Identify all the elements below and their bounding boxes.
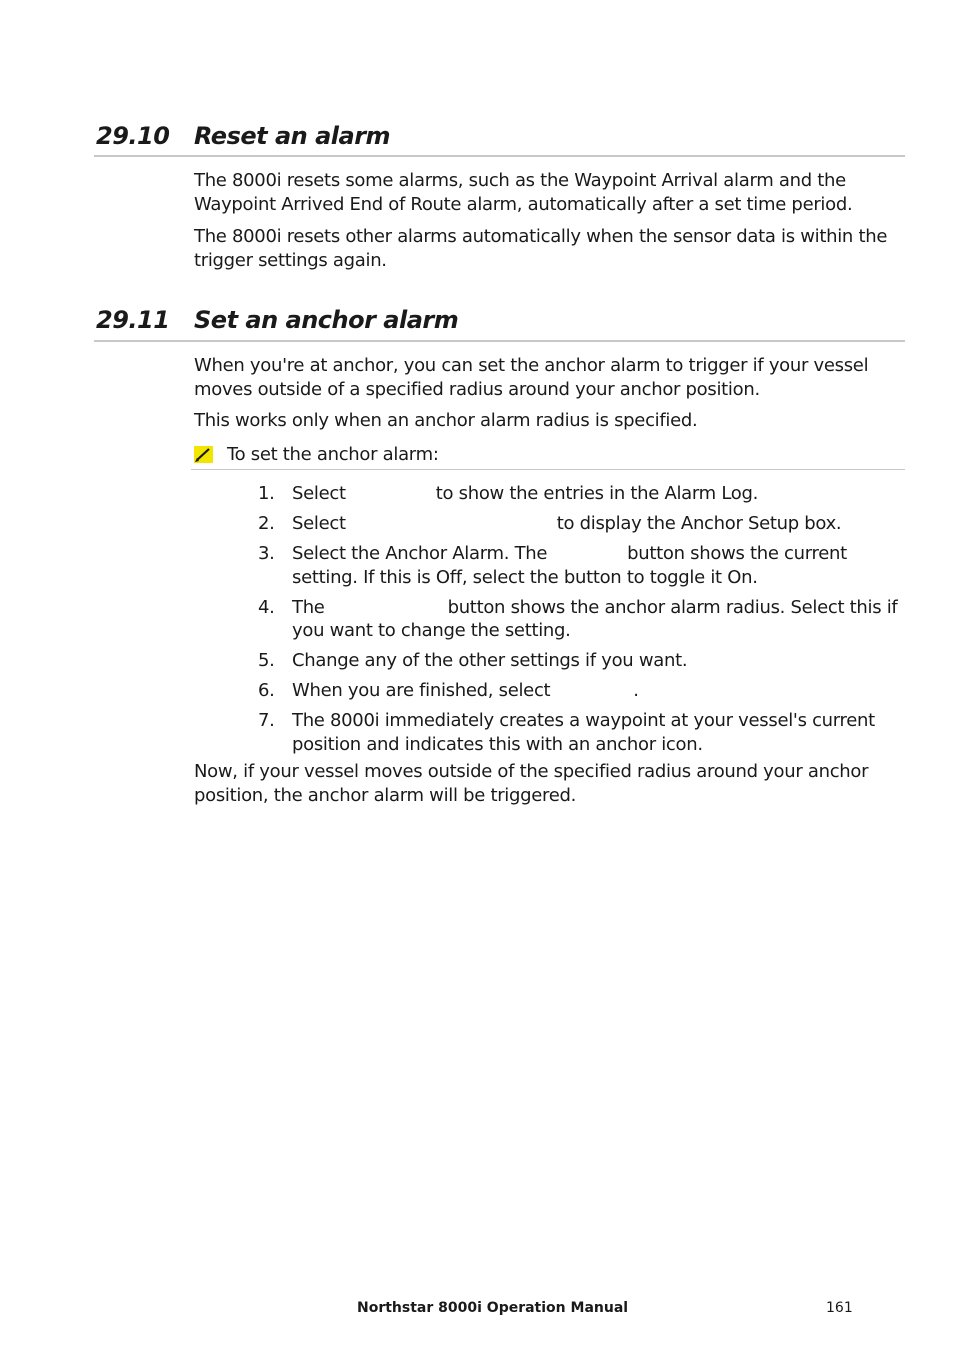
step-text: The 8000i immediately creates a waypoint at your vessel's current position and indicates this with an anchor icon.	[292, 710, 875, 755]
step-text: button shows the current setting. If this is Off, select the button to toggle it On.	[292, 543, 847, 588]
step-text: .	[633, 680, 639, 701]
section-heading-reset-alarm	[96, 122, 904, 150]
footer-page-number: 161	[826, 1300, 853, 1316]
step-text: button shows the anchor alarm radius. Select this if you want to change the setting.	[292, 596, 898, 641]
heading-rule	[94, 155, 905, 157]
step-number: 2.	[258, 513, 275, 534]
section-number: 29.11	[96, 306, 170, 334]
procedure-steps	[258, 482, 898, 763]
paragraph: The 8000i resets some alarms, such as the Waypoint Arrival alarm and the Waypoint Arrived End of Route alarm, automatically after a set time period.	[194, 170, 853, 215]
step-6	[258, 679, 898, 703]
section-heading-anchor-alarm	[96, 306, 904, 334]
step-text: Change any of the other settings if you want.	[292, 650, 688, 671]
step-text: Select	[292, 483, 346, 504]
section-title: Set an anchor alarm	[194, 306, 459, 334]
procedure-heading	[194, 444, 894, 468]
step-text: to display the Anchor Setup box.	[556, 513, 842, 534]
step-3	[258, 542, 898, 589]
step-1	[258, 482, 898, 506]
step-2	[258, 512, 898, 536]
step-text: The	[292, 596, 325, 618]
step-number: 1.	[258, 483, 275, 504]
step-number: 4.	[258, 596, 275, 618]
step-text: to show the entries in the Alarm Log.	[435, 483, 758, 504]
paragraph: This works only when an anchor alarm radius is specified.	[194, 410, 698, 431]
step-text: Select	[292, 513, 346, 534]
paragraph: When you're at anchor, you can set the anchor alarm to trigger if your vessel moves outside of a specified radius around your anchor position.	[194, 355, 869, 400]
closing-paragraph: Now, if your vessel moves outside of the specified radius around your anchor position, the anchor alarm will be triggered.	[194, 761, 869, 806]
step-number: 6.	[258, 680, 275, 701]
step-5	[258, 649, 898, 673]
step-text: Select the Anchor Alarm. The	[292, 543, 548, 564]
heading-rule	[94, 340, 905, 342]
footer-manual-title: Northstar 8000i Operation Manual	[357, 1300, 629, 1316]
step-4	[258, 596, 898, 643]
step-number: 7.	[258, 710, 275, 731]
step-text: When you are finished, select	[292, 680, 551, 701]
procedure-rule	[191, 469, 905, 470]
procedure-pencil-icon	[194, 446, 213, 463]
paragraph: The 8000i resets other alarms automatically when the sensor data is within the trigger settings again.	[194, 226, 888, 271]
step-number: 5.	[258, 650, 275, 671]
step-7	[258, 709, 898, 756]
section-number: 29.10	[96, 122, 170, 150]
section-title: Reset an alarm	[194, 122, 391, 150]
procedure-label: To set the anchor alarm:	[227, 444, 439, 465]
step-number: 3.	[258, 543, 275, 564]
